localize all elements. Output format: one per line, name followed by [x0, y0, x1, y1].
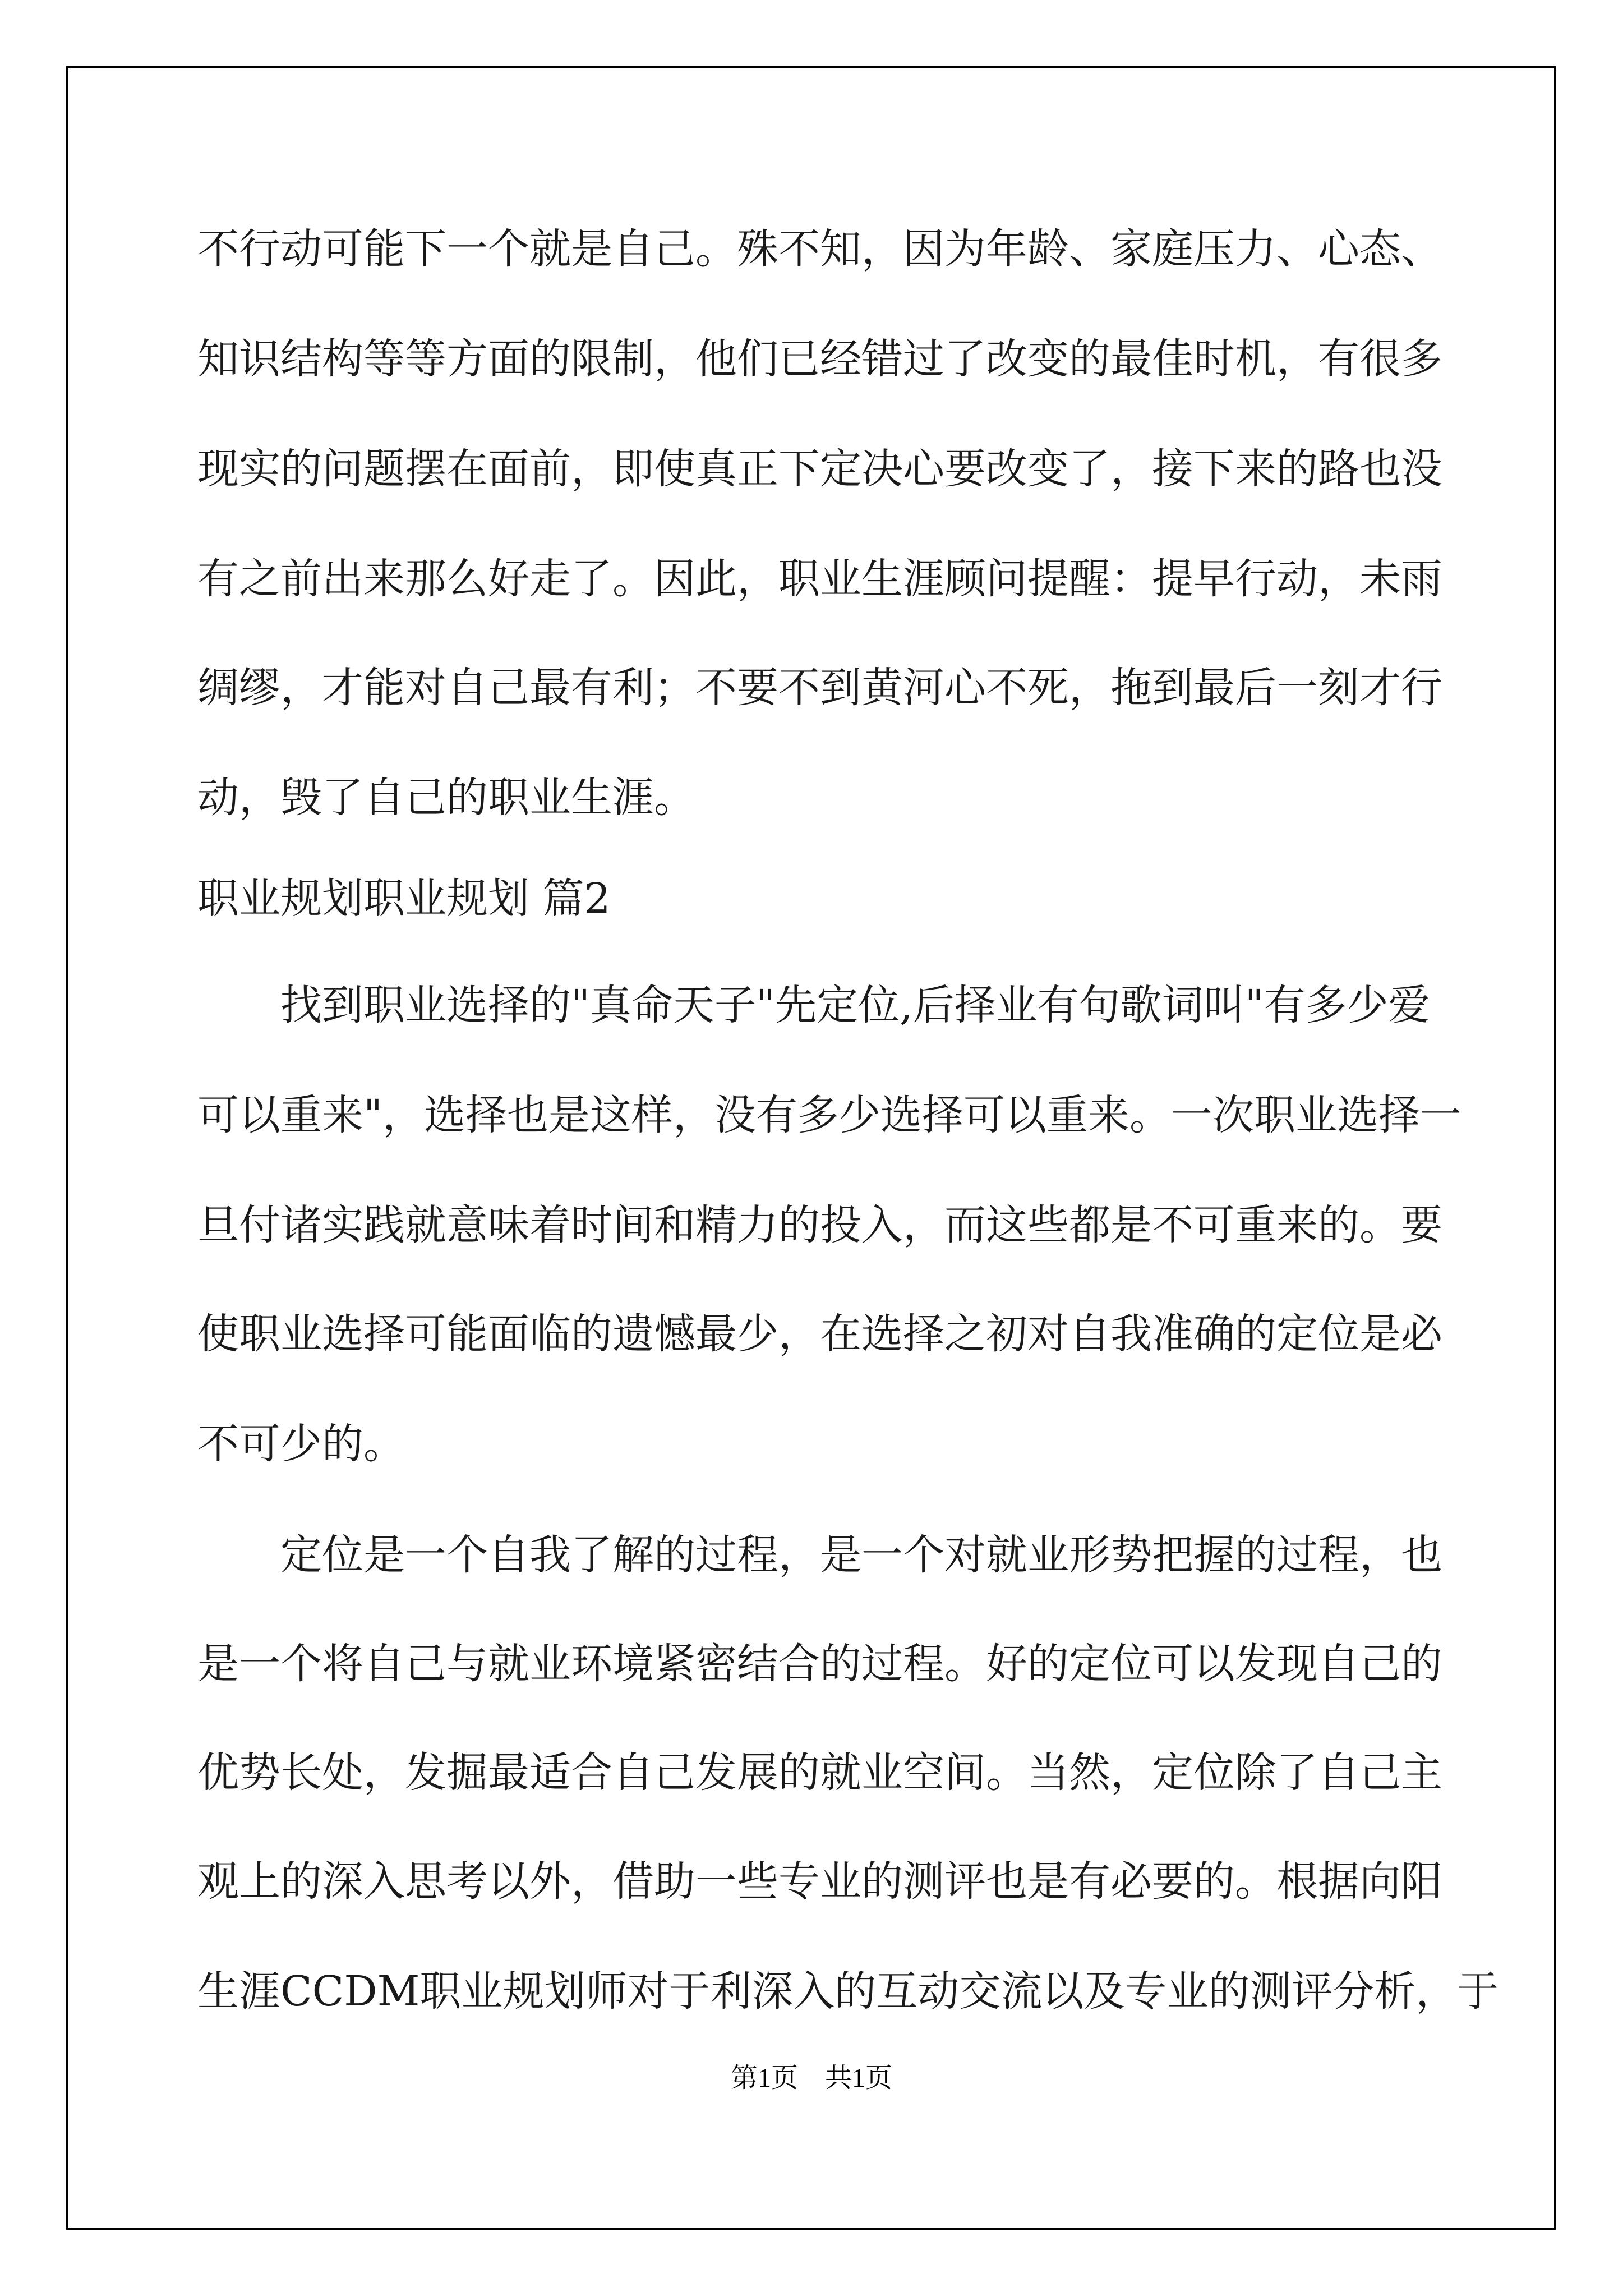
paragraph-1-line: 有之前出来那么好走了。因此，职业生涯顾问提醒：提早行动，未雨: [197, 555, 1442, 603]
paragraph-3-line: 生涯CCDM职业规划师对于利深入的互动交流以及专业的测评分析，于: [197, 1967, 1499, 2016]
paragraph-1-line: 绸缪，才能对自己最有利；不要不到黄河心不死，拖到最后一刻才行: [197, 664, 1442, 712]
paragraph-2-line: 可以重来"，选择也是这样，没有多少选择可以重来。一次职业选择一: [197, 1091, 1462, 1139]
paragraph-1-line: 现实的问题摆在面前，即使真正下定决心要改变了，接下来的路也没: [197, 445, 1442, 493]
page-number-footer: 第1页 共1页: [730, 2063, 892, 2093]
paragraph-3-line: 观上的深入思考以外，借助一些专业的测评也是有必要的。根据向阳: [197, 1857, 1442, 1906]
paragraph-2-line: 找到职业选择的"真命天子"先定位,后择业有句歌词叫"有多少爱: [280, 981, 1430, 1029]
paragraph-2-line: 使职业选择可能面临的遗憾最少，在选择之初对自我准确的定位是必: [197, 1310, 1442, 1358]
paragraph-2-line: 旦付诸实践就意味着时间和精力的投入，而这些都是不可重来的。要: [197, 1201, 1442, 1249]
paragraph-1-line: 知识结构等等方面的限制，他们已经错过了改变的最佳时机，有很多: [197, 335, 1442, 383]
paragraph-2-line: 不可少的。: [197, 1420, 405, 1468]
paragraph-3-line: 优势长处，发掘最适合自己发展的就业空间。当然，定位除了自己主: [197, 1749, 1442, 1797]
paragraph-1-line: 动，毁了自己的职业生涯。: [197, 774, 695, 822]
section-heading: 职业规划职业规划 篇2: [197, 875, 611, 923]
paragraph-3-line: 是一个将自己与就业环境紧密结合的过程。好的定位可以发现自己的: [197, 1640, 1442, 1688]
paragraph-3-line: 定位是一个自我了解的过程，是一个对就业形势把握的过程，也: [280, 1531, 1442, 1579]
paragraph-1-line: 不行动可能下一个就是自己。殊不知，因为年龄、家庭压力、心态、: [197, 225, 1442, 273]
